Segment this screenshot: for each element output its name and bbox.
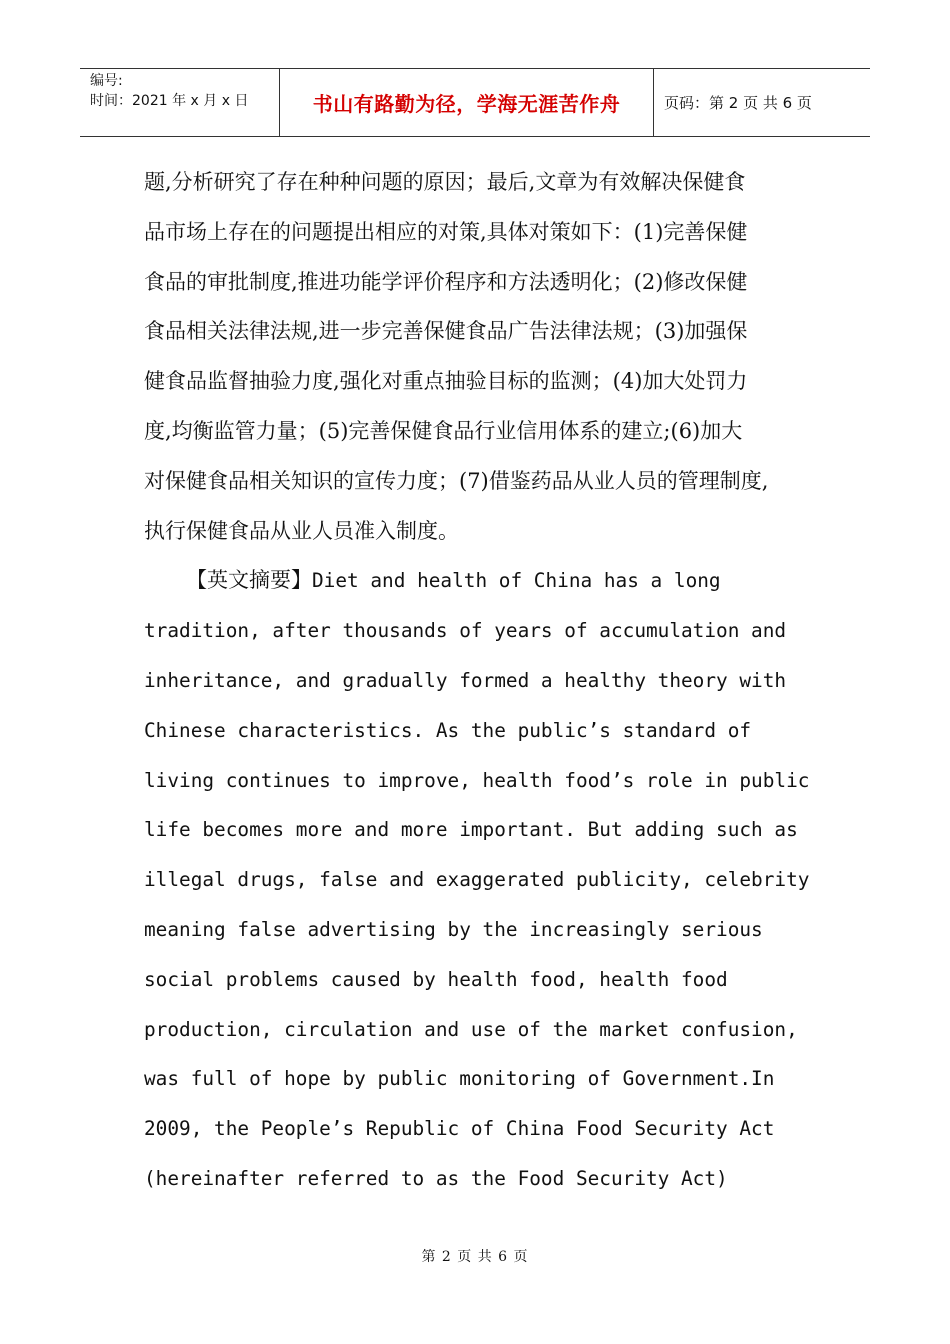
header-page-info: 页码：第 2 页 共 6 页 bbox=[664, 94, 812, 112]
body-text bbox=[144, 158, 824, 1204]
header-meta bbox=[80, 69, 280, 136]
document-time-label: 时间：2021 年 x 月 x 日 bbox=[90, 93, 249, 109]
english-line: illegal drugs, false and exaggerated publicity, celebrity bbox=[144, 868, 810, 892]
body-line: 健食品监督抽验力度,强化对重点抽验目标的监测；(4)加大处罚力 bbox=[144, 369, 748, 394]
document-number-label: 编号: bbox=[90, 73, 123, 89]
english-line: life becomes more and more important. But adding such as bbox=[144, 818, 798, 842]
english-line: social problems caused by health food, health food bbox=[144, 967, 728, 991]
english-abstract-label: 【英文摘要】 bbox=[186, 568, 312, 593]
body-line: 对保健食品相关知识的宣传力度；(7)借鉴药品从业人员的管理制度, bbox=[144, 468, 769, 493]
english-line: 2009, the People’s Republic of China Food Security Act bbox=[144, 1117, 775, 1141]
english-line: living continues to improve, health food’s role in public bbox=[144, 768, 810, 792]
body-line: 题,分析研究了存在种种问题的原因；最后,文章为有效解决保健食 bbox=[144, 170, 746, 194]
english-line: tradition, after thousands of years of accumulation and bbox=[144, 619, 787, 643]
body-line: 食品的审批制度,推进功能学评价程序和方法透明化；(2)修改保健 bbox=[144, 269, 748, 294]
english-abstract-heading bbox=[144, 556, 824, 606]
body-line: 度,均衡监管力量；(5)完善保健食品行业信用体系的建立;(6)加大 bbox=[144, 418, 743, 443]
body-line: 食品相关法律法规,进一步完善保健食品广告法律法规；(3)加强保 bbox=[144, 319, 748, 344]
english-line: meaning false advertising by the increasingly serious bbox=[144, 917, 763, 941]
english-line: production, circulation and use of the market confusion, bbox=[144, 1017, 798, 1041]
body-line: 品市场上存在的问题提出相应的对策,具体对策如下：(1)完善保健 bbox=[144, 219, 748, 244]
english-line: was full of hope by public monitoring of Government.In bbox=[144, 1067, 775, 1091]
english-line: Chinese characteristics. As the public’s standard of bbox=[144, 718, 752, 742]
english-abstract-first-line: Diet and health of China has a long bbox=[312, 569, 721, 593]
page-header bbox=[80, 68, 870, 137]
english-line: (hereinafter referred to as the Food Security Act) bbox=[144, 1166, 728, 1190]
english-line: inheritance, and gradually formed a healthy theory with bbox=[144, 668, 787, 692]
page-footer: 第 2 页 共 6 页 bbox=[421, 1249, 529, 1265]
body-line: 执行保健食品从业人员准入制度。 bbox=[144, 518, 459, 543]
header-motto: 书山有路勤为径，学海无涯苦作舟 bbox=[280, 69, 654, 136]
